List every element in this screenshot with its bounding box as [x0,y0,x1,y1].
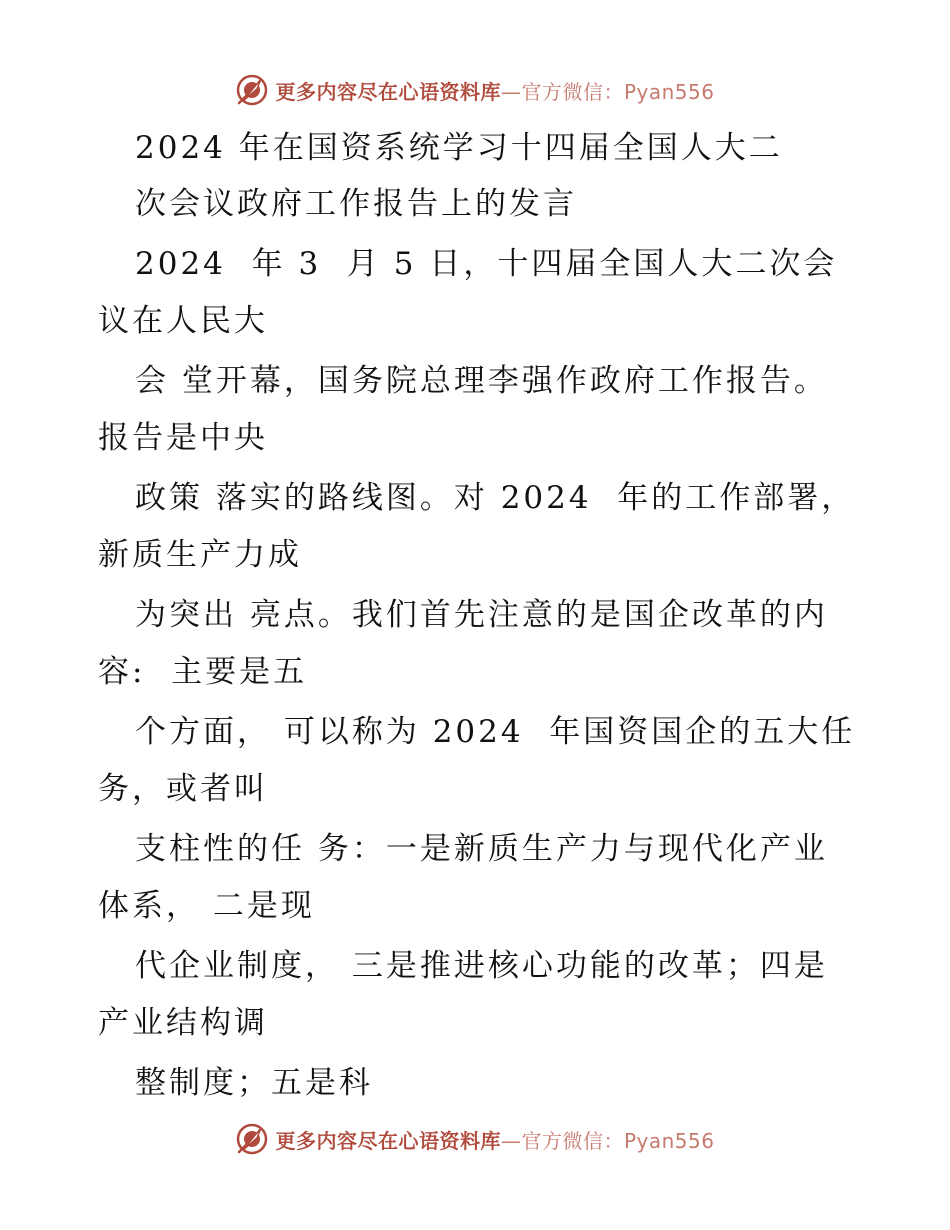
paragraph-line: 支柱性的任 务：一是新质生产力与现代化产业 [135,831,828,867]
paragraph-line: 议在人民大 [98,303,268,339]
paragraph-line: 务，或者叫 [98,771,268,807]
paragraph-line: 个方面， 可以称为 2024 年国资国企的五大任 [135,714,856,750]
footer-banner-sub: —官方微信：Pyan556 [500,1128,715,1153]
paragraph-line: 新质生产力成 [98,537,302,573]
paragraph-line: 2024 年 3 月 5 日，十四届全国人大二次会 [135,246,838,282]
paragraph-line: 代企业制度， 三是推进核心功能的改革；四是 [135,948,828,984]
footer-banner-main: 更多内容尽在心语资料库 [275,1128,501,1153]
quill-logo-icon [235,73,269,107]
paragraph-line: 整制度；五是科 [135,1065,373,1101]
header-banner-text [275,76,714,105]
header-banner-main: 更多内容尽在心语资料库 [275,79,501,104]
paragraph-line: 为突出 亮点。我们首先注意的是国企改革的内 [135,597,828,633]
paragraph-line: 会 堂开幕，国务院总理李强作政府工作报告。 [135,363,828,399]
header-banner-sub: —官方微信：Pyan556 [500,79,715,104]
quill-logo-icon [235,1122,269,1156]
paragraph-line: 产业结构调 [98,1005,268,1041]
paragraph-line: 体系， 二是现 [98,888,315,924]
paragraph-line: 容: 主要是五 [98,654,308,690]
paragraph-line: 政策 落实的路线图。对 2024 年的工作部署， [135,480,856,516]
title-line-2: 次会议政府工作报告上的发言 [135,186,577,222]
header-banner [0,72,950,108]
paragraph-line: 报告是中央 [98,420,268,456]
footer-banner-text [275,1125,714,1154]
title-line-1: 2024 年在国资系统学习十四届全国人大二 [135,130,783,166]
footer-banner [0,1121,950,1157]
